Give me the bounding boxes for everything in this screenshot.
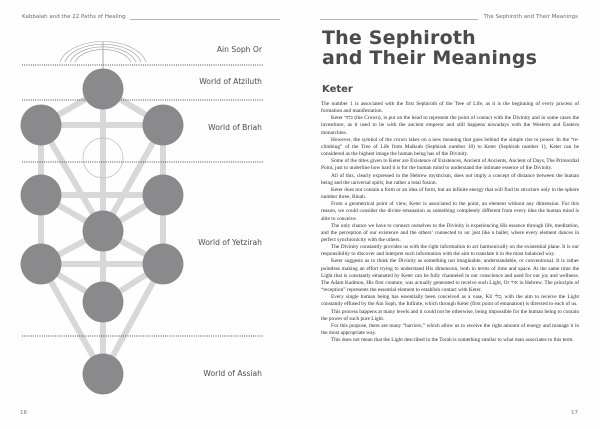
paragraph: The Divinity constantly provides us with the right information to act harmonically on the existential plane. It is our responsibility to discover and interpret such information with the aim to translate it in the most balanced way. — [321, 244, 579, 258]
running-head-right: The Sephiroth and Their Meanings — [483, 14, 578, 20]
node-netzach — [143, 244, 184, 285]
chapter-title — [322, 28, 537, 68]
world-label-yetzirah: World of Yetzirah — [198, 238, 262, 247]
paragraph: From a geometrical point of view, Keter is associated to the point, an element without any dimension. For this reason, we could consider the divine emanation as something completely different from every idea the human mind is able to conceive. — [321, 201, 579, 222]
paragraph: Keter does not contain a form or an idea of form, but an infinite energy that will find its structure only in the sphere number three, Binah. — [321, 186, 579, 201]
world-label-briah: World of Briah — [208, 123, 262, 132]
node-chokmah — [143, 105, 184, 146]
world-label-ain-soph-or: Ain Soph Or — [216, 45, 262, 54]
paragraph: Keter suggests us to think the Divinity as something not imaginable, understandable, or conventional. It is rather pointless making an effort trying to understand His dimension, both in terms of time and space. At the same time the Light that is constantly emanated by Keter can be fully channeled in our conscience and used for our joy and wellness. The Adam Kadmon, His first creature, was actually generated to receive such Light, Or אור in Hebrew. The principle of “reception” represents the essential element to establish contact with Keter. — [321, 258, 579, 294]
paragraph: Keter כתר (the Crown), is put on the head to represent the point of contact with the Divinity and in some cases the investiture, as it used to be with the ancient emperor and still happens nowadays with the Western and Eastern monarchies. — [321, 115, 579, 136]
right-page — [300, 0, 600, 429]
paragraph: The number 1 is associated with the first Sephiroth of the Tree of Life, as it is the beginning of every process of formation and manifestation. — [321, 101, 579, 115]
chapter-title-line-2: and Their Meanings — [322, 47, 538, 69]
world-label-assiah: World of Assiah — [203, 369, 262, 378]
paragraph: All of this, clearly expressed in the Hebrew mysticism, does not imply a concept of distance between the human being and the universal spirit, but rather a total fusion. — [321, 172, 579, 186]
chapter-title-line-1: The Sephiroth — [322, 27, 476, 49]
paragraph: The only chance we have to connect ourselves to the Divinity is experiencing His essence through life, meditation, and the perception of our existence and the others’ connected to us: just like a ballet, where every element dances in perfect synchronicity with the others. — [321, 222, 579, 243]
paragraph: Every single human being has essentially been conceived as a vase, Kli כלי, with the aim to receive the Light constantly effused by the Ain Soph, the Infinite, which through Keter (first point of emanation) is directed to each of us. — [321, 294, 579, 308]
node-keter — [83, 69, 124, 110]
node-chesed — [143, 175, 184, 216]
node-gevurah — [21, 175, 62, 216]
body-text — [321, 101, 579, 344]
node-binah — [21, 105, 62, 146]
paragraph: This process happens at many levels and it could not be otherwise, being impossible for the human being to contain the power of such pure Light. — [321, 308, 579, 322]
section-heading: Keter — [322, 84, 353, 95]
running-head-left: Kabbalah and the 22 Paths of Healing — [22, 14, 126, 20]
page-number-left: 16 — [20, 410, 27, 416]
node-yesod — [83, 282, 124, 323]
paragraph: This does not mean that the Light described in the Torah is something similar to what man associates to this term. — [331, 337, 574, 344]
paragraph: Some of the titles given to Keter are Existence of Existences, Ancient of Ancients, Ancient of Days, The Primordial Point, just to underline how hard it is for the human mind to understand the intimate essence of the Divinity. — [321, 158, 579, 172]
header-rule-right — [320, 19, 478, 20]
paragraph: For this purpose, there are many “barriers,” which allow us to receive the right amount of energy and manage it in the most appropriate way. — [321, 322, 579, 336]
world-label-atziluth: World of Atziluth — [199, 77, 262, 86]
node-malkuth — [83, 354, 124, 395]
page-number-right: 17 — [571, 410, 578, 416]
node-hod — [21, 244, 62, 285]
paragraph: However, the symbol of the crown takes on a new meaning that goes behind the simple rise to power. In the “re-climbing” of the Tree of Life from Malkuth (Sephirah number 10) to Keter (Sephirah number 1), Keter can be considered as the highest image the human being has of the Divinity. — [321, 136, 579, 158]
node-tiferet — [83, 211, 124, 252]
